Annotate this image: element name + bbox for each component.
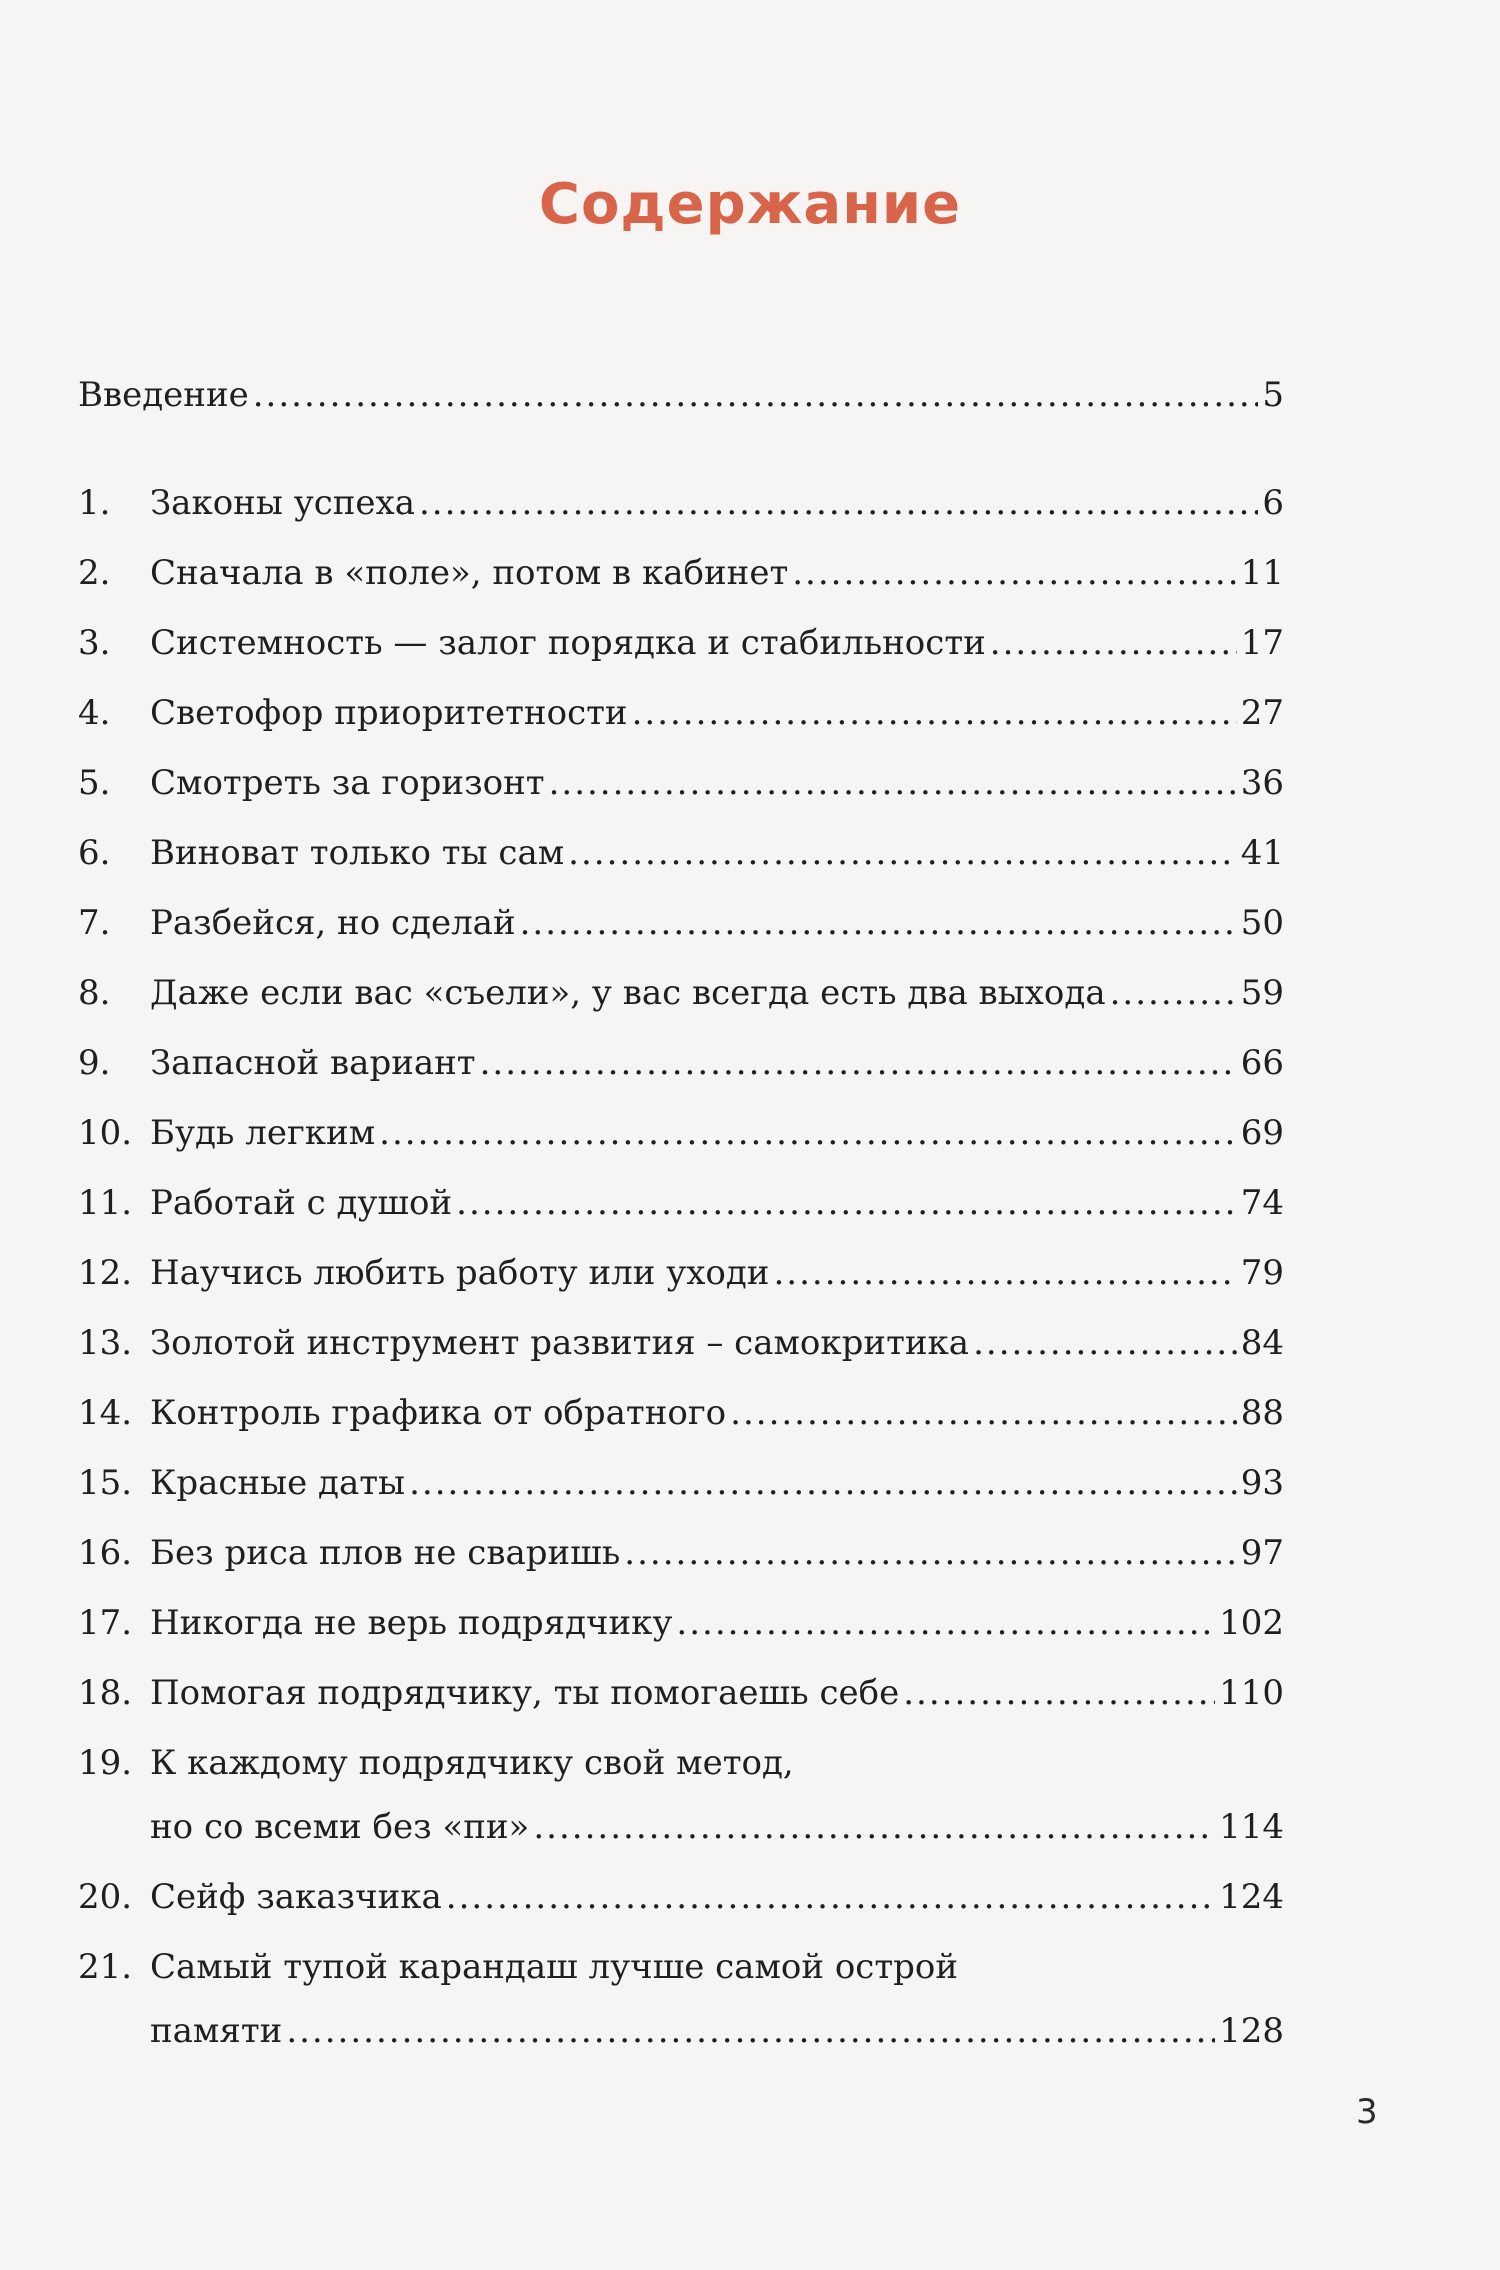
- toc-line: [150, 1028, 1284, 1098]
- toc-line: [150, 538, 1284, 608]
- toc-page-number: 27: [1240, 693, 1284, 733]
- toc-entry-title: Будь легким: [150, 1113, 376, 1153]
- toc-entry-title: Научись любить работу или уходи: [150, 1253, 770, 1293]
- toc-page-number: 88: [1240, 1393, 1284, 1433]
- toc-entry-number: 18.: [78, 1673, 133, 1713]
- toc-line: [150, 468, 1284, 538]
- toc-entry-title: но со всеми без «пи»: [150, 1807, 530, 1847]
- toc-entry-title: Никогда не верь подрядчику: [150, 1603, 673, 1643]
- toc-entry-title: Виноват только ты сам: [150, 833, 565, 873]
- dot-leader: [456, 1168, 1237, 1238]
- toc-line: [150, 1728, 1284, 1798]
- toc-entry-title: Работай с душой: [150, 1183, 453, 1223]
- table-of-contents: [78, 360, 1284, 2066]
- dot-leader: [973, 1308, 1237, 1378]
- toc-entry-number: 19.: [78, 1743, 133, 1783]
- dot-leader: [520, 888, 1237, 958]
- toc-entry-introduction: [78, 360, 1284, 430]
- toc-entry-title: К каждому подрядчику свой метод,: [150, 1743, 794, 1783]
- dot-leader: [773, 1238, 1236, 1308]
- toc-page-number: 41: [1240, 833, 1284, 873]
- toc-entry-title: Даже если вас «съели», у вас всегда есть два выхода: [150, 973, 1106, 1013]
- dot-leader: [253, 360, 1259, 430]
- toc-line: [150, 1238, 1284, 1308]
- toc-entry: [78, 1658, 1284, 1728]
- dot-leader: [632, 678, 1237, 748]
- toc-entry-number: 10.: [78, 1113, 133, 1153]
- toc-entry-number: 9.: [78, 1043, 111, 1083]
- toc-page-number: 102: [1219, 1603, 1284, 1643]
- toc-entry-title: Красные даты: [150, 1463, 406, 1503]
- toc-page-number: 74: [1240, 1183, 1284, 1223]
- toc-entry-number: 8.: [78, 973, 111, 1013]
- toc-entry-title: памяти: [150, 2011, 283, 2051]
- toc-line: [150, 1168, 1284, 1238]
- toc-page-number: 97: [1240, 1533, 1284, 1573]
- toc-entry: [78, 678, 1284, 748]
- toc-entry: [78, 608, 1284, 678]
- toc-line: [150, 608, 1284, 678]
- toc-line: [150, 1862, 1284, 1932]
- toc-line: [150, 1308, 1284, 1378]
- toc-page-number: 84: [1240, 1323, 1284, 1363]
- toc-entry: [78, 748, 1284, 818]
- toc-entry-title: Сначала в «поле», потом в кабинет: [150, 553, 789, 593]
- dot-leader: [286, 1996, 1215, 2066]
- toc-entry-title: Разбейся, но сделай: [150, 903, 516, 943]
- toc-entry-title: Без риса плов не сваришь: [150, 1533, 621, 1573]
- toc-line: [150, 818, 1284, 888]
- toc-page-number: 17: [1240, 623, 1284, 663]
- dot-leader: [990, 608, 1237, 678]
- toc-line: [150, 748, 1284, 818]
- toc-line: [150, 678, 1284, 748]
- toc-entry: [78, 468, 1284, 538]
- toc-entry-number: 21.: [78, 1947, 133, 1987]
- toc-entry-title: Запасной вариант: [150, 1043, 476, 1083]
- toc-entry-number: 14.: [78, 1393, 133, 1433]
- toc-entry-title: Законы успеха: [150, 483, 415, 523]
- toc-line: [150, 888, 1284, 958]
- toc-page-number: 114: [1219, 1807, 1284, 1847]
- toc-entry: [78, 1168, 1284, 1238]
- dot-leader: [730, 1378, 1237, 1448]
- toc-entry-title: Золотой инструмент развития – самокритика: [150, 1323, 970, 1363]
- toc-entry-number: 4.: [78, 693, 111, 733]
- toc-entry-number: 20.: [78, 1877, 133, 1917]
- dot-leader: [480, 1028, 1237, 1098]
- toc-entry: [78, 538, 1284, 608]
- toc-entry-title: Контроль графика от обратного: [150, 1393, 727, 1433]
- toc-entry: [78, 1448, 1284, 1518]
- toc-entry: [78, 1932, 1284, 2066]
- toc-entry-number: 15.: [78, 1463, 133, 1503]
- toc-page-number: 36: [1240, 763, 1284, 803]
- toc-entry-number: 6.: [78, 833, 111, 873]
- toc-entry-number: 11.: [78, 1183, 133, 1223]
- toc-entry: [78, 888, 1284, 958]
- dot-leader: [568, 818, 1237, 888]
- toc-page-number: 69: [1240, 1113, 1284, 1153]
- toc-line: [150, 1996, 1284, 2066]
- toc-entry-number: 5.: [78, 763, 111, 803]
- dot-leader: [549, 748, 1237, 818]
- toc-page-number: 66: [1240, 1043, 1284, 1083]
- toc-line: [150, 1658, 1284, 1728]
- dot-leader: [676, 1588, 1215, 1658]
- toc-page-number: 59: [1240, 973, 1284, 1013]
- toc-line: [78, 360, 1284, 430]
- toc-entry-title: Сейф заказчика: [150, 1877, 442, 1917]
- toc-entry-number: 1.: [78, 483, 111, 523]
- toc-page-number: 6: [1262, 483, 1284, 523]
- toc-entry: [78, 1378, 1284, 1448]
- toc-entry-number: 16.: [78, 1533, 133, 1573]
- toc-line: [150, 1518, 1284, 1588]
- toc-entry: [78, 818, 1284, 888]
- toc-entry-title: Помогая подрядчику, ты помогаешь себе: [150, 1673, 900, 1713]
- toc-entry-number: 7.: [78, 903, 111, 943]
- page-folio-number: 3: [1356, 2092, 1378, 2132]
- toc-entry: [78, 1238, 1284, 1308]
- toc-entry: [78, 1028, 1284, 1098]
- dot-leader: [903, 1658, 1215, 1728]
- toc-page-number: 5: [1262, 375, 1284, 415]
- toc-entry: [78, 1518, 1284, 1588]
- toc-line: [150, 1448, 1284, 1518]
- toc-entry-title: Смотреть за горизонт: [150, 763, 545, 803]
- toc-page-number: 93: [1240, 1463, 1284, 1503]
- dot-leader: [409, 1448, 1237, 1518]
- dot-leader: [1110, 958, 1237, 1028]
- toc-entry-title: Системность — залог порядка и стабильности: [150, 623, 986, 663]
- toc-entry: [78, 1588, 1284, 1658]
- toc-line: [150, 958, 1284, 1028]
- toc-entry-title: Введение: [78, 375, 249, 415]
- toc-entry-number: 2.: [78, 553, 111, 593]
- toc-page-number: 110: [1219, 1673, 1284, 1713]
- toc-entry-number: 12.: [78, 1253, 133, 1293]
- dot-leader: [792, 538, 1236, 608]
- toc-entry-title: Светофор приоритетности: [150, 693, 628, 733]
- dot-leader: [446, 1862, 1215, 1932]
- toc-entry-title: Самый тупой карандаш лучше самой острой: [150, 1947, 959, 1987]
- toc-line: [150, 1792, 1284, 1862]
- dot-leader: [624, 1518, 1236, 1588]
- toc-page-number: 11: [1240, 553, 1284, 593]
- contents-heading: Содержание: [538, 172, 962, 237]
- toc-line: [150, 1378, 1284, 1448]
- toc-page-number: 124: [1219, 1877, 1284, 1917]
- toc-entry: [78, 958, 1284, 1028]
- toc-entry: [78, 1862, 1284, 1932]
- toc-entry-number: 13.: [78, 1323, 133, 1363]
- dot-leader: [379, 1098, 1237, 1168]
- toc-entry: [78, 1728, 1284, 1862]
- toc-entry-number: 3.: [78, 623, 111, 663]
- toc-line: [150, 1588, 1284, 1658]
- toc-page-number: 128: [1219, 2011, 1284, 2051]
- toc-line: [150, 1098, 1284, 1168]
- dot-leader: [419, 468, 1258, 538]
- toc-entry: [78, 1308, 1284, 1378]
- toc-page-number: 50: [1240, 903, 1284, 943]
- toc-page-number: 79: [1240, 1253, 1284, 1293]
- toc-entry-number: 17.: [78, 1603, 133, 1643]
- toc-line: [150, 1932, 1284, 2002]
- dot-leader: [533, 1792, 1215, 1862]
- toc-entry: [78, 1098, 1284, 1168]
